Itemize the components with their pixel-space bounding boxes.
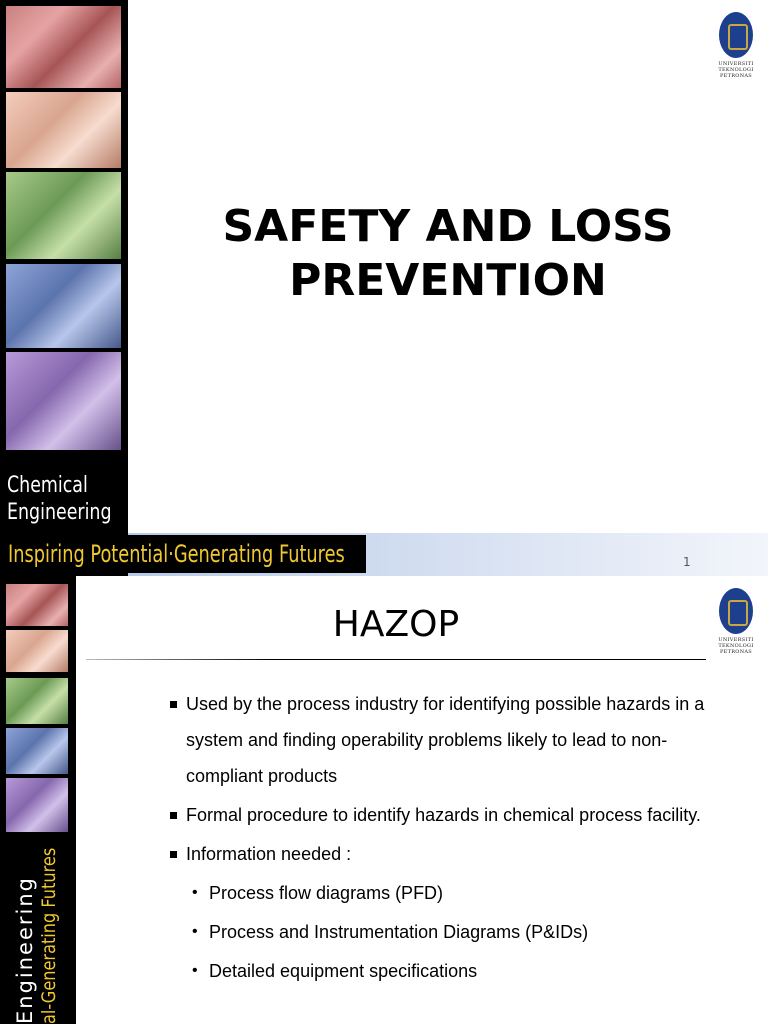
tagline-banner (0, 535, 366, 573)
logo-line-2: TEKNOLOGI (718, 643, 754, 649)
vertical-branding-text (13, 817, 61, 1024)
tagline-part-2: Generating Futures (173, 540, 345, 568)
sub-list-item: • Process and Instrumentation Diagrams (P&IDs) (192, 914, 730, 950)
utp-seal-icon (719, 588, 753, 634)
logo-line-2: TEKNOLOGI (718, 67, 754, 73)
pilot-plant-photo (6, 264, 121, 348)
logo-text (715, 61, 757, 79)
tagline (8, 540, 345, 568)
vertical-line-2: al-Generating Futures (38, 847, 60, 1024)
slide-title: HAZOP (332, 604, 460, 645)
vertical-branding (13, 847, 61, 1024)
tagline-part-1: Inspiring Potential (8, 540, 169, 568)
left-image-strip (0, 576, 76, 1024)
department-name (7, 472, 112, 526)
department-line-1: Chemical (7, 473, 88, 498)
lab-glassware-photo (6, 630, 68, 672)
utp-seal-icon (719, 12, 753, 58)
sub-list-item: • Process flow diagrams (PFD) (192, 875, 730, 911)
lab-worker-photo (6, 172, 121, 259)
lab-glassware-photo (6, 92, 121, 168)
slide-2 (0, 576, 768, 1024)
list-item: Used by the process industry for identifying possible hazards in a system and finding operability problems likely to lead to non-compliant products (170, 686, 730, 794)
vertical-line-1: Engineering (13, 876, 37, 1024)
logo-line-3: PETRONAS (719, 649, 753, 655)
bullet-list (170, 686, 730, 992)
pilot-plant-photo (6, 728, 68, 774)
university-logo (715, 588, 757, 655)
department-line-2: Engineering (7, 500, 112, 525)
logo-line-3: PETRONAS (719, 73, 753, 79)
slide-title: SAFETY AND LOSS PREVENTION (222, 201, 674, 306)
list-item: Formal procedure to identify hazards in chemical process facility. (170, 797, 730, 833)
logo-text (715, 637, 757, 655)
lab-worker-photo (6, 678, 68, 724)
tagline-separator: · (168, 540, 174, 568)
list-item: Information needed : (170, 836, 730, 872)
lab-equipment-photo (6, 352, 121, 450)
slide-number: 1 (683, 555, 691, 569)
logo-line-1: UNIVERSITI (718, 61, 754, 67)
title-divider (86, 659, 706, 660)
sub-list-item: • Detailed equipment specifications (192, 953, 730, 989)
logo-line-1: UNIVERSITI (718, 637, 754, 643)
microscopy-photo (6, 6, 121, 88)
left-image-strip (0, 0, 128, 576)
microscopy-photo (6, 584, 68, 626)
university-logo (715, 12, 757, 79)
